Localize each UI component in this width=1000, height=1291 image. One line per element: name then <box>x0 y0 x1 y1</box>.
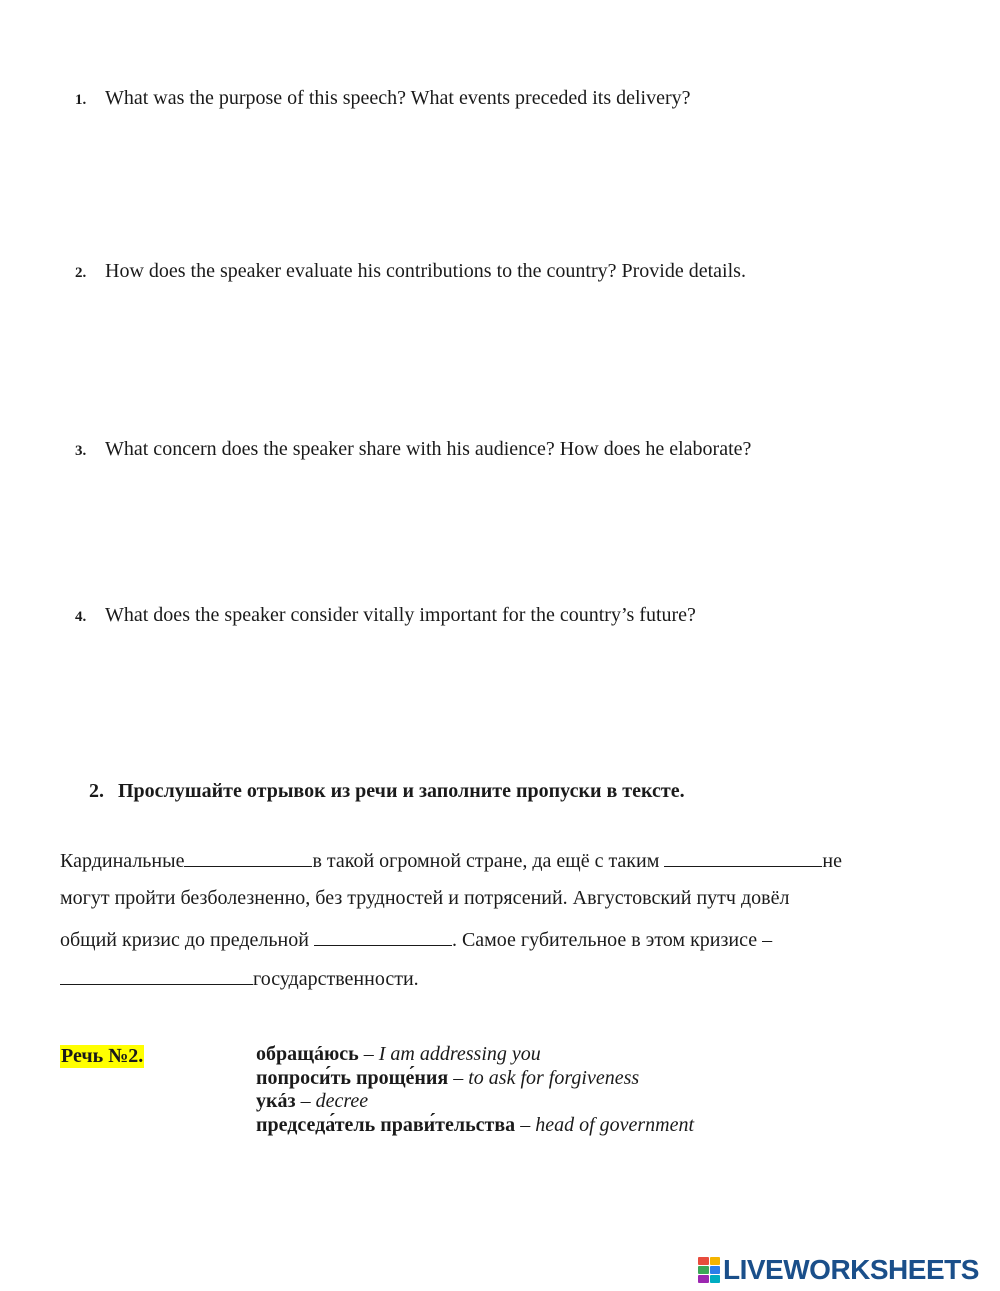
vocab-item <box>256 1067 694 1091</box>
vocab-term: председа́тель прави́тельства <box>256 1113 516 1136</box>
vocab-dash: – <box>515 1113 536 1136</box>
vocab-term: обращáюсь <box>256 1043 359 1065</box>
section-heading-text: Прослушайте отрывок из речи и заполните пропуски в тексте. <box>118 780 685 802</box>
vocab-gloss: head of government <box>535 1113 695 1136</box>
section-number: 2. <box>89 780 104 802</box>
logo-block <box>698 1257 709 1265</box>
question-2 <box>75 260 746 283</box>
question-1 <box>75 87 691 110</box>
passage-text: общий кризис до предельной <box>60 929 314 951</box>
question-3 <box>75 438 751 461</box>
answer-blank-2[interactable] <box>664 848 822 867</box>
logo-text: LIVEWORKSHEETS <box>723 1254 979 1285</box>
passage-line-1 <box>60 848 842 873</box>
vocab-term: укáз <box>256 1090 296 1112</box>
passage-text: в такой огромной стране, да ещё с таким <box>312 850 665 872</box>
answer-blank-3[interactable] <box>314 927 452 946</box>
vocab-term: попроси́ть проще́ния <box>256 1066 449 1089</box>
vocab-dash: – <box>358 1043 379 1065</box>
question-text: How does the speaker evaluate his contributions to the country? Provide details. <box>105 260 746 282</box>
question-text: What was the purpose of this speech? What events preceded its delivery? <box>105 87 691 109</box>
vocab-dash: – <box>448 1066 469 1089</box>
vocab-gloss: decree <box>315 1090 369 1112</box>
passage-text: . Самое губительное в этом кризисе – <box>451 929 773 951</box>
vocab-item <box>256 1114 694 1138</box>
liveworksheets-logo <box>698 1255 979 1285</box>
vocab-item <box>256 1090 694 1114</box>
question-text: What does the speaker consider vitally important for the country’s future? <box>105 604 696 626</box>
logo-block <box>698 1275 709 1283</box>
answer-blank-1[interactable] <box>184 848 312 867</box>
question-text: What concern does the speaker share with his audience? How does he elaborate? <box>105 438 752 460</box>
section-2-heading <box>89 780 685 803</box>
logo-block <box>710 1275 721 1283</box>
passage-line-3 <box>60 927 772 952</box>
passage-text: не <box>822 850 842 872</box>
answer-blank-4[interactable] <box>60 966 253 985</box>
question-4 <box>75 604 696 627</box>
logo-grid-icon <box>698 1257 720 1283</box>
passage-text: государственности. <box>253 968 419 990</box>
passage-text: могут пройти безболезненно, без трудностей и потрясений. Августовский путч довёл <box>60 887 790 909</box>
question-number: 4. <box>75 609 87 625</box>
passage-line-4 <box>60 966 419 991</box>
speech-2-label: Речь №2. <box>61 1045 144 1067</box>
question-number: 3. <box>75 443 87 459</box>
logo-block <box>698 1266 709 1274</box>
vocab-gloss: to ask for forgiveness <box>468 1066 640 1089</box>
vocab-dash: – <box>295 1090 316 1112</box>
vocab-item <box>256 1043 694 1067</box>
vocab-gloss: I am addressing you <box>378 1043 541 1065</box>
passage-text: Кардинальные <box>60 850 185 872</box>
question-number: 1. <box>75 92 87 108</box>
vocabulary-list <box>256 1043 694 1137</box>
question-number: 2. <box>75 265 87 281</box>
logo-block <box>710 1266 721 1274</box>
logo-block <box>710 1257 721 1265</box>
passage-line-2 <box>60 887 789 910</box>
